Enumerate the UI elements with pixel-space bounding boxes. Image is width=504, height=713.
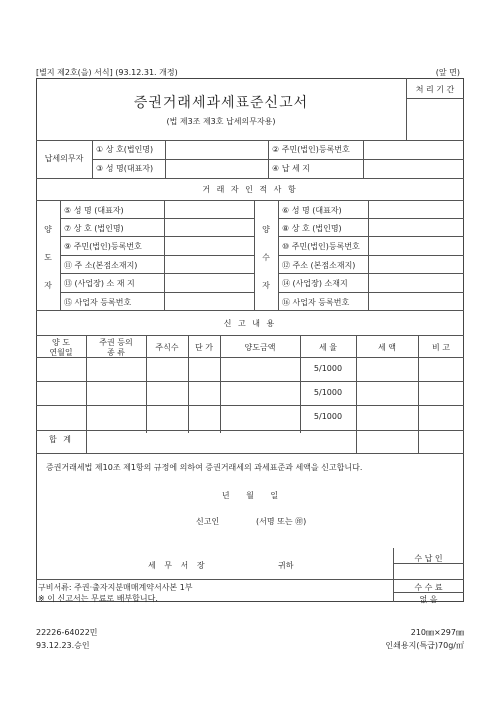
reg-number-label: ② 주민(법인)등록번호 [272,145,350,154]
buyer-trade-name-label: ⑧ 상 호 (법인명) [282,224,342,233]
col-shares: 주식수 [155,343,179,352]
taxpayer-reg-number-field[interactable] [364,141,463,158]
seller-business-reg-label: ⑮ 사업자 등록번호 [64,298,132,307]
page-subtitle: (법 제3조 제3호 납세의무자용) [166,117,276,126]
rate-row-3: 5/1000 [313,412,343,421]
processing-period-box[interactable] [408,100,462,138]
col-note: 비 고 [432,343,450,352]
col-securities-2: 종 류 [107,348,125,357]
rate-row-2: 5/1000 [313,388,343,397]
col-transfer-date-1: 양 도 [52,338,70,347]
taxpayer-address-field[interactable] [364,160,463,177]
col-rate: 세 율 [319,343,337,352]
total-label: 합 계 [49,435,73,444]
trade-name-label: ① 상 호(법인명) [96,145,154,154]
seller-trade-name-label: ⑦ 상 호 (법인명) [64,224,124,233]
addressee: 세 무 서 장 [148,561,205,570]
paper-type: 인쇄용지(특급)70g/㎡ [385,641,464,650]
col-unit-price: 단 가 [195,343,213,352]
report-row-3[interactable] [37,406,299,429]
report-row-2[interactable] [37,382,299,404]
seller-address-label: ⑪ 주 소(본점소재지) [64,261,138,270]
buyer-label-3: 자 [262,281,270,290]
seller-label-1: 양 [44,225,52,234]
report-section-title: 신 고 내 용 [223,319,277,328]
date-line[interactable]: 년 월 일 [221,491,279,500]
col-tax: 세 액 [378,343,396,352]
seller-reg-number-label: ⑨ 주민(법인)등록번호 [64,242,142,251]
buyer-address-label: ⑫ 주소 (본점소재지) [282,261,356,270]
buyer-label-2: 수 [262,253,270,262]
transaction-section-title: 거 래 자 인 적 사 항 [202,185,298,194]
footer-code: 22226-64022민 [36,628,98,637]
seller-business-location-label: ⑬ (사업장) 소 재 지 [64,279,135,288]
footer-approval: 93.12.23.승인 [36,641,90,650]
page-title: 증권거래세과세표준신고서 [133,95,309,111]
total-amount-field[interactable] [87,431,355,452]
rate-row-1: 5/1000 [313,364,343,373]
processing-period-label: 처 리 기 간 [415,85,455,94]
report-row-1[interactable] [37,358,299,380]
free-distribution-note: ※ 이 신고서는 무료로 배부합니다. [38,594,158,603]
col-amount: 양도금액 [244,343,276,352]
buyer-business-location-label: ⑭ (사업장) 소재지 [282,279,348,288]
col-securities-1: 주권 등의 [99,338,133,347]
seller-label-3: 자 [44,281,52,290]
taxpayer-trade-name-field[interactable] [166,141,267,158]
buyer-name-label: ⑥ 성 명 (대표자) [282,206,342,215]
fee-label: 수 수 료 [414,583,443,592]
name-label: ③ 성 명(대표자) [96,164,154,173]
form-number: [별지 제2호(을) 서식] (93.12.31. 개정) [36,68,178,77]
col-transfer-date-2: 연월일 [49,348,73,357]
seller-input-column[interactable] [165,201,253,309]
seller-name-label: ⑤ 성 명 (대표자) [64,206,124,215]
taxpayer-label: 납세의무자 [44,154,84,163]
taxpayer-name-field[interactable] [166,160,267,177]
payment-stamp-label: 수 납 인 [414,554,443,563]
tax-address-label: ④ 납 세 지 [272,164,310,173]
reporter-label: 신고인 [196,517,220,526]
buyer-business-reg-label: ⑯ 사업자 등록번호 [282,298,350,307]
buyer-reg-number-label: ⑩ 주민(법인)등록번호 [282,242,360,251]
fee-value: 없 음 [419,595,438,604]
payment-stamp-box[interactable] [394,564,463,578]
seller-label-2: 도 [44,253,52,262]
buyer-label-1: 양 [262,225,270,234]
page-side: (앞 면) [435,68,460,77]
addressee-suffix: 귀하 [278,561,294,570]
paper-size: 210㎜×297㎜ [410,628,464,637]
signature-label[interactable]: (서명 또는 ㊞) [256,517,307,526]
declaration-text: 증권거래세법 제10조 제1항의 규정에 의하여 증권거래세의 과세표준과 세액을 신고합니다. [46,463,363,472]
buyer-input-column[interactable] [369,201,463,309]
attachment-note: 구비서류: 주권·출자지분매매계약서사본 1부 [38,583,193,592]
